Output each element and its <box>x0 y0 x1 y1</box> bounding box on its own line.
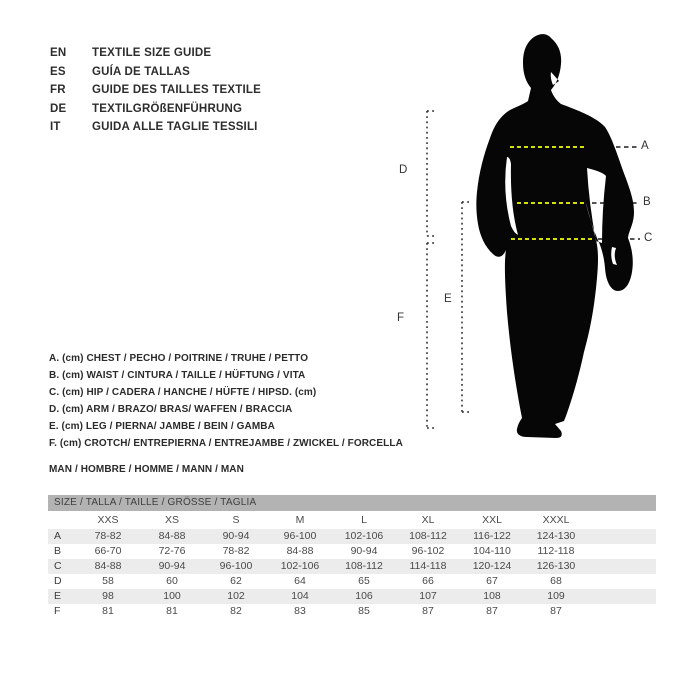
size-table-column-header-row <box>48 511 656 529</box>
column-header: XXS <box>97 514 119 526</box>
size-cell: 81 <box>166 605 178 617</box>
gender-line: MAN / HOMBRE / HOMME / MANN / MAN <box>49 464 244 475</box>
column-header: L <box>361 514 367 526</box>
row-label: B <box>54 545 62 557</box>
table-row <box>48 604 656 619</box>
table-row <box>48 559 656 574</box>
size-cell: 90-94 <box>350 545 378 557</box>
legend-item: C. (cm) HIP / CADERA / HANCHE / HÜFTE / HIPSD. (cm) <box>49 387 317 398</box>
row-label: D <box>54 575 62 587</box>
legend-item: D. (cm) ARM / BRAZO/ BRAS/ WAFFEN / BRACCIA <box>49 404 293 415</box>
size-cell: 98 <box>102 590 114 602</box>
size-cell: 112-118 <box>537 545 575 557</box>
size-table-body <box>48 529 656 619</box>
size-cell: 60 <box>166 575 178 587</box>
size-cell: 64 <box>294 575 306 587</box>
size-cell: 66 <box>422 575 434 587</box>
marker-label-arm: D <box>399 164 408 176</box>
man-silhouette <box>476 34 634 438</box>
leg-bracket <box>462 202 470 412</box>
legend-item: B. (cm) WAIST / CINTURA / TAILLE / HÜFTUNG / VITA <box>49 370 306 381</box>
size-cell: 84-88 <box>158 530 186 542</box>
size-cell: 102 <box>227 590 245 602</box>
size-cell: 87 <box>550 605 562 617</box>
size-cell: 126-130 <box>536 560 576 572</box>
column-header: XL <box>421 514 435 526</box>
size-cell: 104-110 <box>473 545 511 557</box>
size-cell: 85 <box>358 605 370 617</box>
size-cell: 114-118 <box>409 560 447 572</box>
size-cell: 78-82 <box>94 530 122 542</box>
size-cell: 65 <box>358 575 370 587</box>
measurement-legend <box>49 350 403 452</box>
row-label: A <box>54 530 62 542</box>
size-cell: 96-100 <box>219 560 253 572</box>
row-label: F <box>54 605 61 617</box>
column-header: XS <box>164 514 179 526</box>
table-row <box>48 544 656 559</box>
column-header: XXL <box>482 514 502 526</box>
size-cell: 90-94 <box>222 530 250 542</box>
language-code: ES <box>50 65 66 78</box>
size-cell: 90-94 <box>158 560 186 572</box>
size-cell: 96-100 <box>283 530 317 542</box>
size-cell: 58 <box>102 575 114 587</box>
size-cell: 81 <box>102 605 114 617</box>
language-title: TEXTILGRÖßENFÜHRUNG <box>92 102 243 115</box>
size-cell: 96-102 <box>411 545 445 557</box>
language-row <box>50 63 261 82</box>
language-row <box>50 100 261 119</box>
size-cell: 120-124 <box>472 560 512 572</box>
size-cell: 78-82 <box>222 545 250 557</box>
size-cell: 108-112 <box>345 560 383 572</box>
language-code: EN <box>50 47 67 60</box>
column-header: S <box>232 514 240 526</box>
language-title: GUÍA DE TALLAS <box>92 65 190 78</box>
language-code: DE <box>50 102 67 115</box>
language-title: TEXTILE SIZE GUIDE <box>92 47 212 60</box>
size-cell: 84-88 <box>94 560 122 572</box>
size-cell: 107 <box>419 590 437 602</box>
size-cell: 124-130 <box>536 530 576 542</box>
size-cell: 108-112 <box>409 530 447 542</box>
size-cell: 104 <box>291 590 309 602</box>
language-code: IT <box>50 121 61 134</box>
size-cell: 100 <box>163 590 181 602</box>
marker-label-hip: C <box>644 232 653 244</box>
arm-bracket <box>427 111 435 236</box>
legend-item: F. (cm) CROTCH/ ENTREPIERNA / ENTREJAMBE / ZWICKEL / FORCELLA <box>49 438 403 449</box>
size-cell: 108 <box>483 590 501 602</box>
size-cell: 87 <box>422 605 434 617</box>
table-row <box>48 574 656 589</box>
size-cell: 109 <box>547 590 565 602</box>
size-cell: 102-106 <box>280 560 320 572</box>
size-cell: 67 <box>486 575 498 587</box>
size-cell: 106 <box>355 590 373 602</box>
size-cell: 83 <box>294 605 306 617</box>
column-header: M <box>295 514 305 526</box>
table-row <box>48 589 656 604</box>
size-cell: 66-70 <box>94 545 122 557</box>
language-row <box>50 118 261 137</box>
language-row <box>50 81 261 100</box>
column-header-spacer <box>48 511 76 529</box>
size-cell: 84-88 <box>286 545 314 557</box>
language-title: GUIDE DES TAILLES TEXTILE <box>92 84 261 97</box>
marker-label-crotch: F <box>397 312 405 324</box>
row-label: C <box>54 560 62 572</box>
size-cell: 102-106 <box>344 530 384 542</box>
size-cell: 116-122 <box>473 530 511 542</box>
crotch-bracket <box>427 243 434 428</box>
size-table <box>48 495 656 619</box>
marker-label-chest: A <box>641 140 649 152</box>
language-title: GUIDA ALLE TAGLIE TESSILI <box>92 121 258 134</box>
language-code: FR <box>50 84 66 97</box>
table-row <box>48 529 656 544</box>
marker-label-waist: B <box>643 196 651 208</box>
size-table-title: SIZE / TALLA / TAILLE / GRÖSSE / TAGLIA <box>48 495 656 511</box>
legend-item: A. (cm) CHEST / PECHO / POITRINE / TRUHE / PETTO <box>49 353 309 364</box>
language-list <box>50 44 261 137</box>
language-row <box>50 44 261 63</box>
size-cell: 68 <box>550 575 562 587</box>
size-cell: 72-76 <box>158 545 186 557</box>
legend-item: E. (cm) LEG / PIERNA/ JAMBE / BEIN / GAMBA <box>49 421 275 432</box>
size-cell: 82 <box>230 605 242 617</box>
row-label: E <box>54 590 62 602</box>
size-cell: 87 <box>486 605 498 617</box>
column-header: XXXL <box>542 514 570 526</box>
marker-label-leg: E <box>444 293 452 305</box>
size-cell: 62 <box>230 575 242 587</box>
